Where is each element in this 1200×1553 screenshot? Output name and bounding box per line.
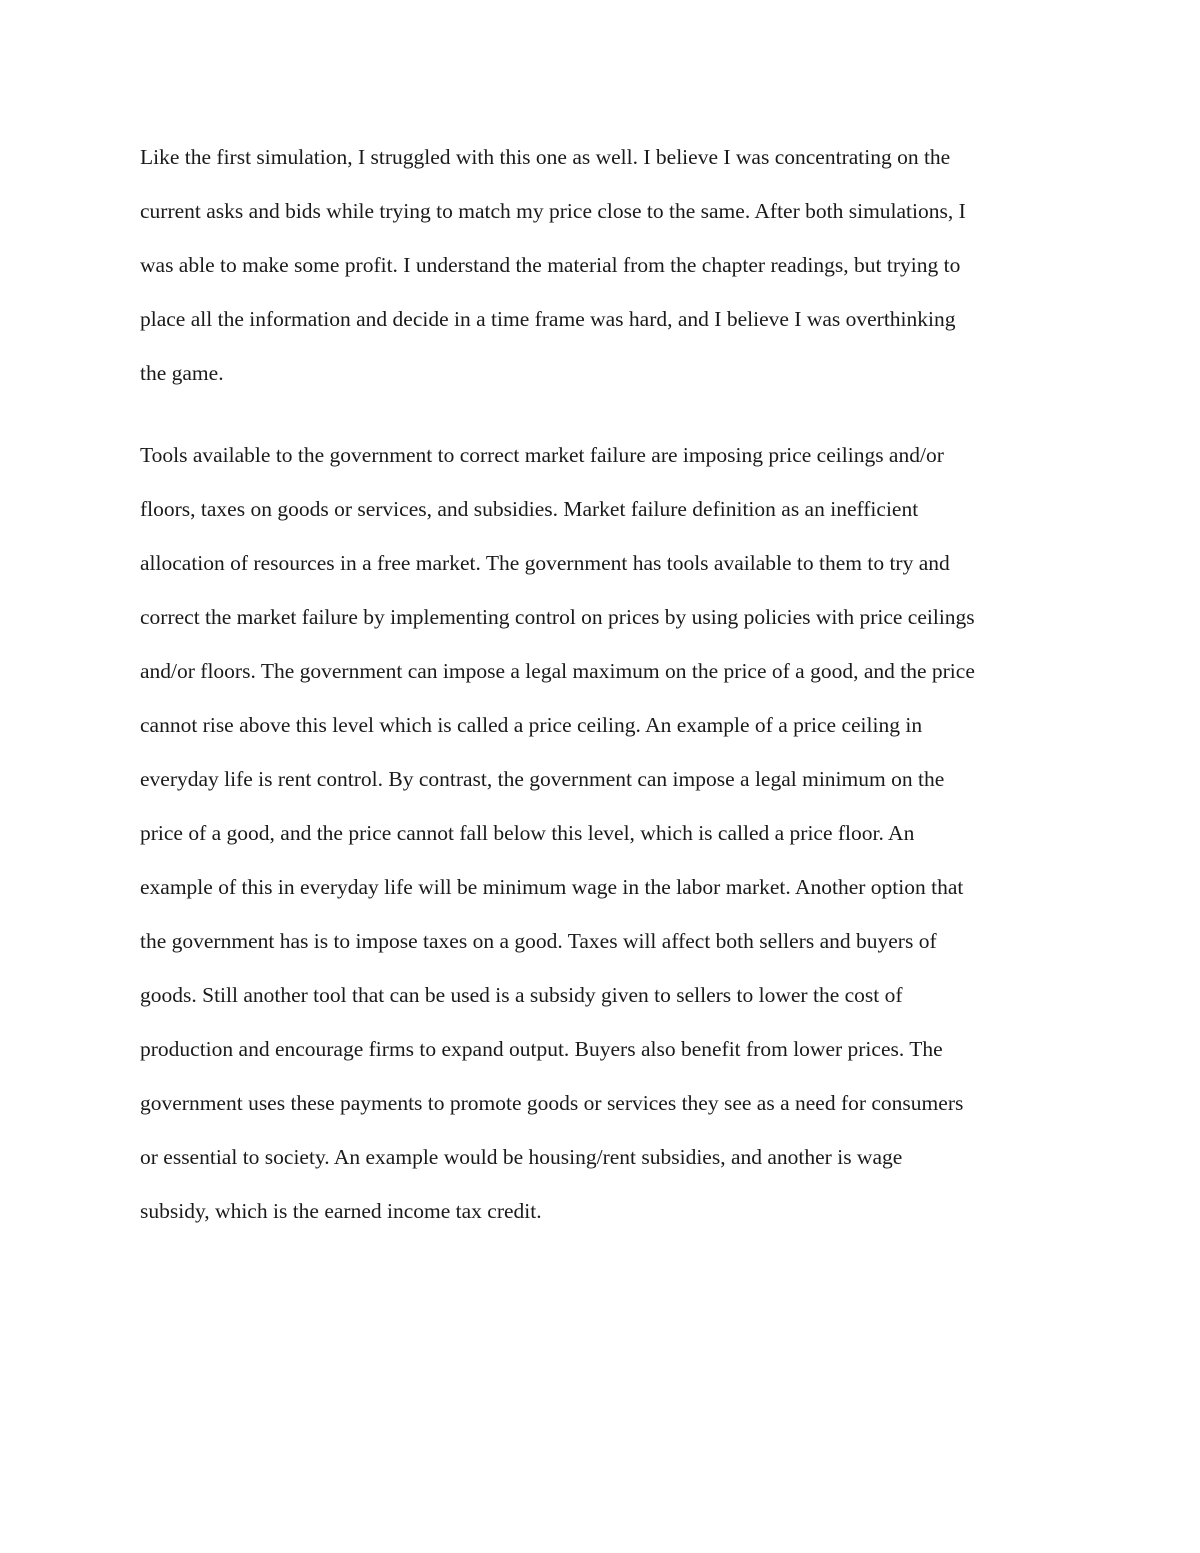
- text-line: goods. Still another tool that can be used is a subsidy given to sellers to lower the cost of: [140, 983, 903, 1007]
- text-line: cannot rise above this level which is called a price ceiling. An example of a price ceiling in: [140, 713, 923, 737]
- text-line: everyday life is rent control. By contrast, the government can impose a legal minimum on the: [140, 767, 945, 791]
- text-line: correct the market failure by implementing control on prices by using policies with price ceilings: [140, 605, 975, 629]
- text-line: example of this in everyday life will be minimum wage in the labor market. Another option that: [140, 875, 964, 899]
- text-line: the game.: [140, 361, 224, 385]
- paragraph-spacer: [140, 400, 1060, 428]
- text-line: the government has is to impose taxes on a good. Taxes will affect both sellers and buyers of: [140, 929, 937, 953]
- text-line: floors, taxes on goods or services, and subsidies. Market failure definition as an inefficient: [140, 497, 919, 521]
- text-line: allocation of resources in a free market. The government has tools available to them to try and: [140, 551, 950, 575]
- text-line: subsidy, which is the earned income tax credit.: [140, 1199, 542, 1223]
- text-line: Like the first simulation, I struggled with this one as well. I believe I was concentrating on the: [140, 145, 951, 169]
- text-line: and/or floors. The government can impose a legal maximum on the price of a good, and the price: [140, 659, 975, 683]
- text-line: place all the information and decide in a time frame was hard, and I believe I was overthinking: [140, 307, 956, 331]
- document-body: [140, 130, 1060, 1238]
- text-line: Tools available to the government to correct market failure are imposing price ceilings and/or: [140, 443, 944, 467]
- text-line: price of a good, and the price cannot fall below this level, which is called a price floor. An: [140, 821, 915, 845]
- text-line: current asks and bids while trying to match my price close to the same. After both simulations, I: [140, 199, 966, 223]
- text-line: government uses these payments to promote goods or services they see as a need for consumers: [140, 1091, 964, 1115]
- text-line: or essential to society. An example would be housing/rent subsidies, and another is wage: [140, 1145, 903, 1169]
- paragraph-2: [140, 428, 1060, 1238]
- paragraph-1: [140, 130, 1060, 400]
- text-line: was able to make some profit. I understand the material from the chapter readings, but trying to: [140, 253, 961, 277]
- text-line: production and encourage firms to expand output. Buyers also benefit from lower prices. The: [140, 1037, 943, 1061]
